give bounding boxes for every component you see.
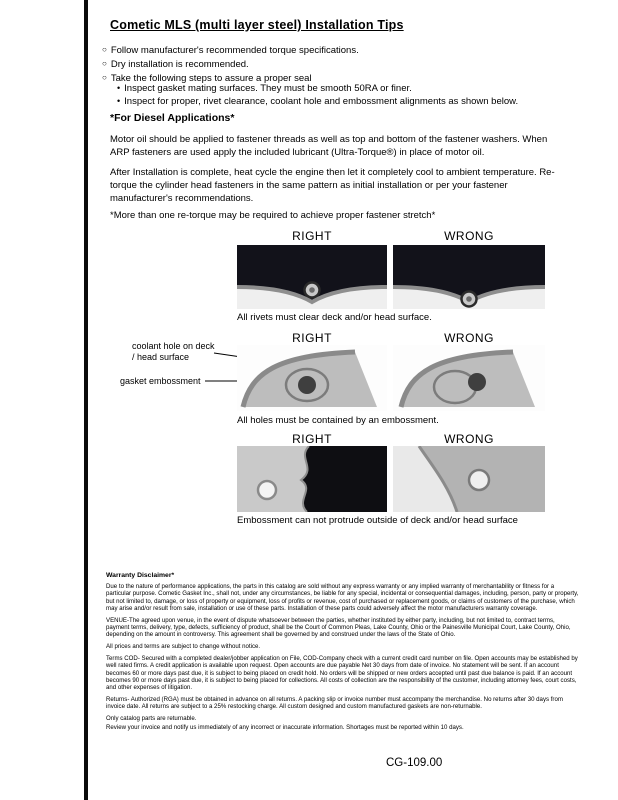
subtip-item [117, 82, 518, 95]
wrong-column-label: WRONG [444, 331, 494, 345]
wrong-column-label: WRONG [444, 432, 494, 446]
tip-text: Dry installation is recommended. [110, 59, 249, 70]
tip-item [102, 43, 359, 57]
embossment-caption: Embossment can not protrude outside of deck and/or head surface [237, 515, 518, 526]
tip-text: Follow manufacturer's recommended torque specifications. [110, 45, 359, 56]
coolant-hole-label: coolant hole on deck / head surface [132, 341, 215, 362]
rivet-wrong-image [393, 245, 545, 309]
warranty-paragraph: Returns- Authorized (RGA) must be obtained in advance on all returns. A packing slip or invoice number must accompany the merchandise. No returns after 30 days from invoice date. All returns are subject to a 25% restocking charge. All custom designed and custom manufactured gaskets are non-returnable. [106, 696, 563, 711]
subtip-item [117, 95, 518, 108]
diesel-heading: *For Diesel Applications* [110, 112, 235, 124]
open-bullet-icon: ○ [102, 73, 107, 82]
page-number: CG-109.00 [386, 757, 443, 769]
right-column-label: RIGHT [292, 432, 332, 446]
diesel-paragraph: Motor oil should be applied to fastener threads as well as top and bottom of the fastener washers. When ARP fasteners are used apply the included lubricant (Ultra-Torque®) in place of motor oil. [110, 134, 548, 159]
hole-caption: All holes must be contained by an embossment. [237, 415, 439, 426]
warranty-paragraph: Review your invoice and notify us immediately of any incorrect or inaccurate information. Shortages must be reported within 10 days. [106, 723, 464, 731]
subtip-text: Inspect for proper, rivet clearance, coolant hole and embossment alignments as shown below. [124, 96, 519, 107]
embossment-wrong-image [393, 446, 545, 512]
rivet-right-image [237, 245, 387, 309]
wrong-column-label: WRONG [444, 229, 494, 243]
warranty-paragraph: All prices and terms are subject to change without notice. [106, 643, 261, 651]
solid-bullet-icon: • [117, 96, 121, 106]
warranty-paragraph: Only catalog parts are returnable. [106, 715, 197, 723]
rivet-caption: All rivets must clear deck and/or head surface. [237, 312, 432, 323]
subtips-list [117, 82, 518, 108]
open-bullet-icon: ○ [102, 59, 107, 68]
warranty-heading: Warranty Disclaimer* [106, 572, 175, 579]
warranty-paragraph: VENUE-The agreed upon venue, in the event of dispute whatsoever between the parties, whether instituted by either party, including, but not limited to, contract terms, payment terms, delivery, type, defects, sufficiency of product, shall be the Court of Common Pleas, Lake County, Ohio or the Painesville Municipal Court, Lake County, Ohio, depending on the amount in controversy. This agreement shall be governed by and construed under the laws of the State of Ohio. [106, 616, 571, 639]
page-title: Cometic MLS (multi layer steel) Installation Tips [110, 18, 404, 32]
open-bullet-icon: ○ [102, 45, 107, 54]
tips-list [102, 43, 359, 85]
tip-item [102, 57, 359, 71]
page-spine-line [84, 0, 88, 800]
right-column-label: RIGHT [292, 331, 332, 345]
right-column-label: RIGHT [292, 229, 332, 243]
diesel-note: *More than one re-torque may be required to achieve proper fastener stretch* [110, 210, 436, 221]
diesel-paragraph: After Installation is complete, heat cycle the engine then let it completely cool to ambient temperature. Re-torque the cylinder head fasteners in the same pattern as initial installation or per your fastener manufacturer's recommendations. [110, 167, 555, 205]
hole-wrong-image [393, 345, 545, 411]
hole-right-image [237, 345, 387, 411]
tip-text: Take the following steps to assure a proper seal [110, 73, 312, 84]
warranty-section [106, 572, 579, 735]
warranty-paragraph: Terms COD- Secured with a completed dealer/jobber application on File, COD-Company check with a current credit card number on file. Open accounts may be established by well rated firms. A credit application is available upon request. Open accounts are due payable Net 30 days from date of invoice. No statement will be sent. If an account becomes 60 or more days past due, it is subject to being placed on credit hold. No orders will be shipped or new orders accepted until past due balance is paid. If an account becomes 90 or more days past due, it is subject to being placed for collections. All costs of collection are the responsibility of the customer, including attorney fees, court costs, and other expenses of litigation. [106, 655, 578, 692]
subtip-text: Inspect gasket mating surfaces. They must be smooth 50RA or finer. [124, 83, 412, 94]
embossment-right-image [237, 446, 387, 512]
solid-bullet-icon: • [117, 83, 121, 93]
warranty-paragraph: Due to the nature of performance applications, the parts in this catalog are sold without any express warranty or any implied warranty of merchantability or fitness for a particular purpose. Cometic Gasket Inc., shall not, under any circumstances, be liable for any special, incidental or consequential damages, including, person, party or property, but not limited to, damage, or loss of property or equipment, loss of profits or revenue, cost of purchased or replacement goods, or claims of customers of the purchase, which may arise and/or result from sale, installation or use of these parts. Installation of these parts could adversely affect the motor manufacturers warranty coverage. [106, 583, 579, 612]
gasket-embossment-label: gasket embossment [120, 376, 201, 386]
